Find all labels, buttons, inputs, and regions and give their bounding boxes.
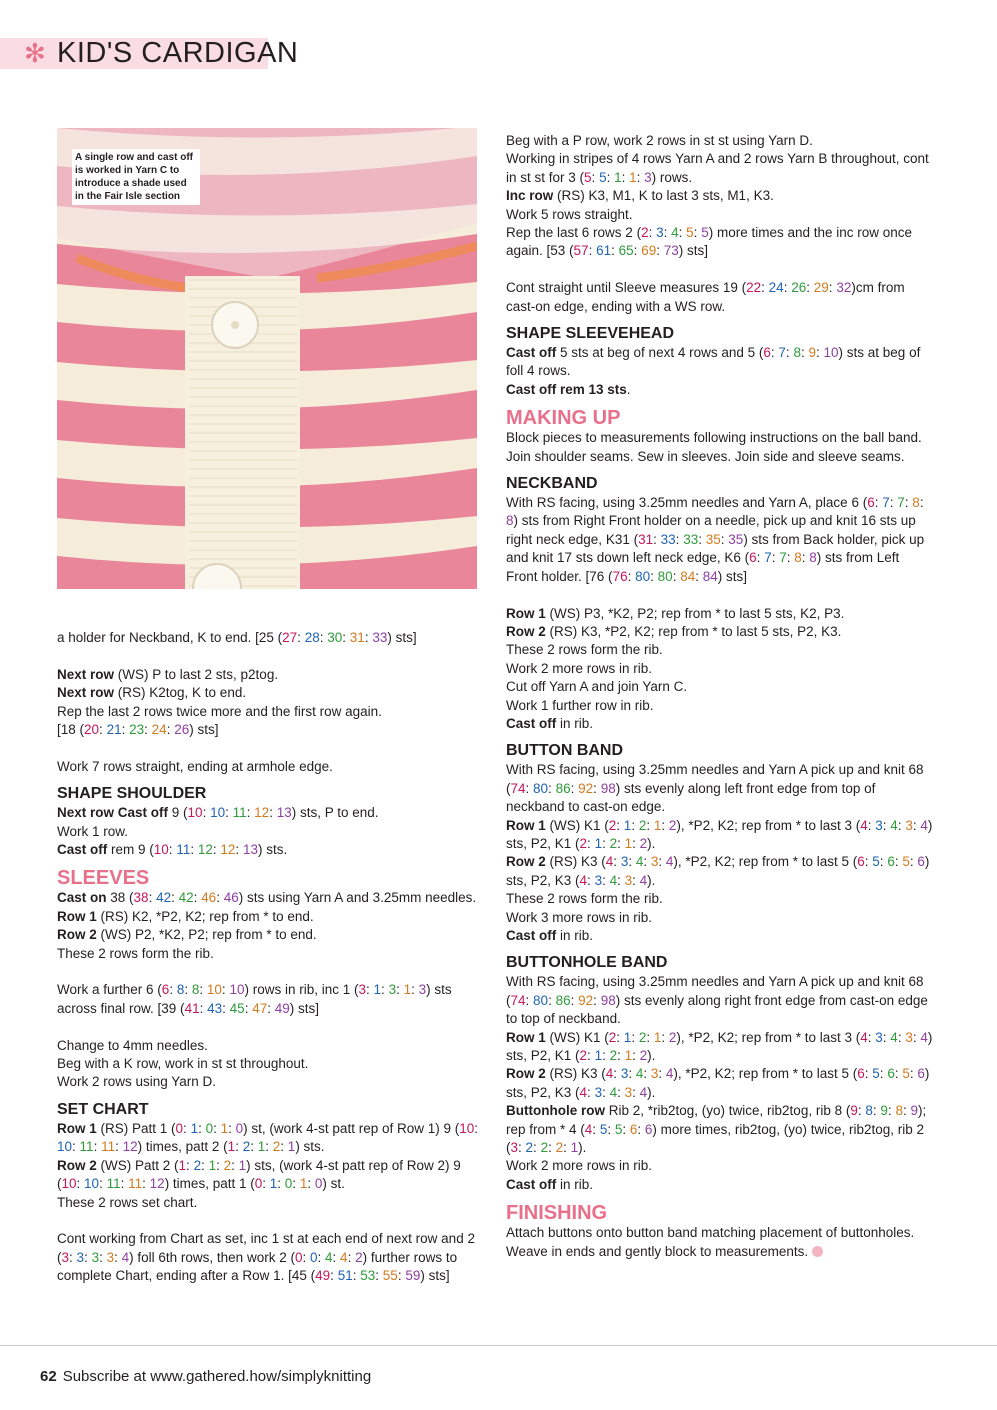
instruction-text: Buttonhole row Rib 2, *rib2tog, (yo) twice, rib2tog, rib 8 (9: 8: 9: 8: 9); rep from * 4 (4: 5: 5: 6: 6) more times, rib2tog, (yo) twice, rib2tog, rib 2 (3: 2: 2: 2: 1). bbox=[506, 1103, 927, 1156]
instruction-text: Cast off in rib. bbox=[506, 715, 594, 731]
instruction-text: [18 (20: 21: 23: 24: 26) sts] bbox=[57, 722, 219, 738]
right-column bbox=[506, 132, 934, 1261]
instruction-text: Beg with a K row, work in st st throughout. bbox=[57, 1056, 309, 1072]
instruction-text: Row 2 (RS) K3 (4: 3: 4: 3: 4), *P2, K2; rep from * to last 5 (6: 5: 6: 5: 6) sts, P2, K3 (4: 3: 4: 3: 4). bbox=[506, 1066, 930, 1100]
section-heading-shape-shoulder: SHAPE SHOULDER bbox=[57, 785, 207, 803]
instruction-text: Row 1 (RS) K2, *P2, K2; rep from * to end. bbox=[57, 908, 314, 924]
instruction-text: Row 1 (WS) P3, *K2, P2; rep from * to last 5 sts, K2, P3. bbox=[506, 605, 845, 621]
instruction-text: Cast off in rib. bbox=[506, 928, 594, 943]
instruction-text: Work 7 rows straight, ending at armhole edge. bbox=[57, 758, 333, 774]
instruction-text: Row 1 (WS) K1 (2: 1: 2: 1: 2), *P2, K2; rep from * to last 3 (4: 3: 4: 3: 4) sts, P2, K1 (2: 1: 2: 1: 2). bbox=[506, 1029, 933, 1064]
instruction-text: Row 2 (RS) K3, *P2, K2; rep from * to last 5 sts, P2, K3. bbox=[506, 623, 842, 639]
instruction-text: These 2 rows set chart. bbox=[57, 1194, 198, 1210]
yarn-ball-icon bbox=[812, 1246, 823, 1257]
photo-caption: A single row and cast off is worked in Yarn C to introduce a shade used in the Fair Isle section bbox=[72, 149, 200, 205]
instruction-text: With RS facing, using 3.25mm needles and Yarn A pick up and knit 68 (74: 80: 86: 92: 98) sts evenly along left front edge from top of neckband to cast-on edge. bbox=[506, 762, 924, 815]
section-heading-neckband: NECKBAND bbox=[506, 475, 598, 493]
instruction-text: Work 2 more rows in rib. bbox=[506, 1158, 653, 1174]
instruction-text: Work 5 rows straight. bbox=[506, 206, 633, 222]
section-heading-making-up: MAKING UP bbox=[506, 407, 621, 430]
subscribe-text: Subscribe at www.gathered.how/simplyknitting bbox=[62, 1368, 372, 1385]
section-heading-set-chart: SET CHART bbox=[57, 1100, 149, 1118]
instruction-text: Cast off rem 9 (10: 11: 12: 12: 13) sts. bbox=[57, 842, 288, 858]
instruction-text: Work 1 further row in rib. bbox=[506, 697, 654, 713]
instruction-text: Cast off 5 sts at beg of next 4 rows and 5 (6: 7: 8: 9: 10) sts at beg of foll 4 rows. bbox=[506, 345, 921, 379]
page-title: KID'S CARDIGAN bbox=[57, 37, 299, 69]
instruction-text: Work 2 rows using Yarn D. bbox=[57, 1074, 217, 1090]
instruction-text: Work 1 row. bbox=[57, 823, 129, 839]
instruction-text: Next row (RS) K2tog, K to end. bbox=[57, 685, 247, 701]
instruction-text: These 2 rows form the rib. bbox=[57, 945, 214, 961]
instruction-text bbox=[506, 1224, 934, 1261]
flower-icon: ✻ bbox=[24, 38, 46, 68]
instruction-text: a holder for Neckband, K to end. [25 (27: 28: 30: 31: 33) sts] bbox=[57, 630, 417, 645]
instruction-text: With RS facing, using 3.25mm needles and Yarn A pick up and knit 68 (74: 80: 86: 92: 98) sts evenly along right front edge from cast-on edge to top of neckband. bbox=[506, 974, 928, 1027]
instruction-text: These 2 rows form the rib. bbox=[506, 642, 663, 658]
instruction-text: Work a further 6 (6: 8: 8: 10: 10) rows in rib, inc 1 (3: 1: 3: 1: 3) sts across final row. [39 (41: 43: 45: 47: 49) sts] bbox=[57, 982, 452, 1016]
instruction-text: Work 3 more rows in rib. bbox=[506, 909, 653, 925]
instruction-text: Rep the last 2 rows twice more and the first row again. bbox=[57, 703, 382, 719]
instruction-text: Next row (WS) P to last 2 sts, p2tog. bbox=[57, 666, 279, 682]
footer bbox=[40, 1367, 371, 1387]
instruction-text: Cast off rem 13 sts. bbox=[506, 381, 631, 397]
instruction-text: Inc row (RS) K3, M1, K to last 3 sts, M1, K3. bbox=[506, 188, 774, 204]
instruction-text: Cast off in rib. bbox=[506, 1176, 594, 1192]
page-number: 62 bbox=[40, 1368, 57, 1385]
instruction-text: Cut off Yarn A and join Yarn C. bbox=[506, 679, 688, 695]
instruction-text: Row 2 (RS) K3 (4: 3: 4: 3: 4), *P2, K2; rep from * to last 5 (6: 5: 6: 5: 6) sts, P2, K3 (4: 3: 4: 3: 4). bbox=[506, 854, 930, 888]
section-heading-buttonhole-band: BUTTONHOLE BAND bbox=[506, 954, 668, 972]
section-heading-sleeves: SLEEVES bbox=[57, 867, 150, 890]
left-column bbox=[57, 629, 482, 1286]
instruction-text: Beg with a P row, work 2 rows in st st using Yarn D. bbox=[506, 133, 813, 148]
section-heading-finishing: FINISHING bbox=[506, 1202, 608, 1225]
section-heading-button-band: BUTTON BAND bbox=[506, 742, 624, 760]
finishing-text: Attach buttons onto button band matching placement of buttonholes. Weave in ends and gently block to measurements. bbox=[506, 1225, 915, 1259]
instruction-text: Row 1 (WS) K1 (2: 1: 2: 1: 2), *P2, K2; rep from * to last 3 (4: 3: 4: 3: 4) sts, P2, K1 (2: 1: 2: 1: 2). bbox=[506, 817, 933, 851]
section-heading-shape-sleevehead: SHAPE SLEEVEHEAD bbox=[506, 325, 675, 343]
instruction-text: Block pieces to measurements following instructions on the ball band. Join shoulder seams. Sew in sleeves. Join side and sleeve seams. bbox=[506, 430, 922, 464]
instruction-text: Work 2 more rows in rib. bbox=[506, 660, 653, 676]
instruction-text: Row 2 (WS) P2, *K2, P2; rep from * to end. bbox=[57, 927, 317, 943]
instruction-text: Cont straight until Sleeve measures 19 (22: 24: 26: 29: 32)cm from cast-on edge, ending with a WS row. bbox=[506, 280, 905, 314]
instruction-text: Change to 4mm needles. bbox=[57, 1037, 208, 1053]
instruction-text: With RS facing, using 3.25mm needles and Yarn A, place 6 (6: 7: 7: 8: 8) sts from Right Front holder on a needle, pick up and knit 16 sts up right neck edge, K31 (31: 33: 33: 35: 35) sts from Back holder, pick up and knit 17 sts down left neck edge, K6 (6: 7: 7: 8: 8) sts from Left Front holder. [76 (76: 80: 80: 84: 84) sts] bbox=[506, 495, 925, 584]
footer-divider bbox=[0, 1345, 997, 1346]
instruction-text: Row 1 (RS) Patt 1 (0: 1: 0: 1: 0) st, (work 4-st patt rep of Row 1) 9 (10: 10: 11: 11: 12) times, patt 2 (1: 2: 1: 2: 1) sts. bbox=[57, 1120, 479, 1155]
instruction-text: Row 2 (WS) Patt 2 (1: 2: 1: 2: 1) sts, (work 4-st patt rep of Row 2) 9 (10: 10: 11: 11: 12) times, patt 1 (0: 1: 0: 1: 0) st. bbox=[57, 1157, 461, 1192]
instruction-text: Cast on 38 (38: 42: 42: 46: 46) sts using Yarn A and 3.25mm needles. bbox=[57, 890, 477, 906]
instruction-text: Next row Cast off 9 (10: 10: 11: 12: 13) sts, P to end. bbox=[57, 805, 379, 821]
instruction-text: These 2 rows form the rib. bbox=[506, 891, 663, 907]
instruction-text: Rep the last 6 rows 2 (2: 3: 4: 5: 5) more times and the inc row once again. [53 (57: 61: 65: 69: 73) sts] bbox=[506, 225, 913, 259]
instruction-text: Working in stripes of 4 rows Yarn A and 2 rows Yarn B throughout, cont in st st for 3 (5: 5: 1: 1: 3) rows. bbox=[506, 151, 929, 185]
instruction-text: Cont working from Chart as set, inc 1 st at each end of next row and 2 (3: 3: 3: 3: 4) foll 6th rows, then work 2 (0: 0: 4: 4: 2) further rows to complete Chart, ending after a Row 1. [45 (49: 51: 53: 55: 59) sts] bbox=[57, 1231, 475, 1284]
